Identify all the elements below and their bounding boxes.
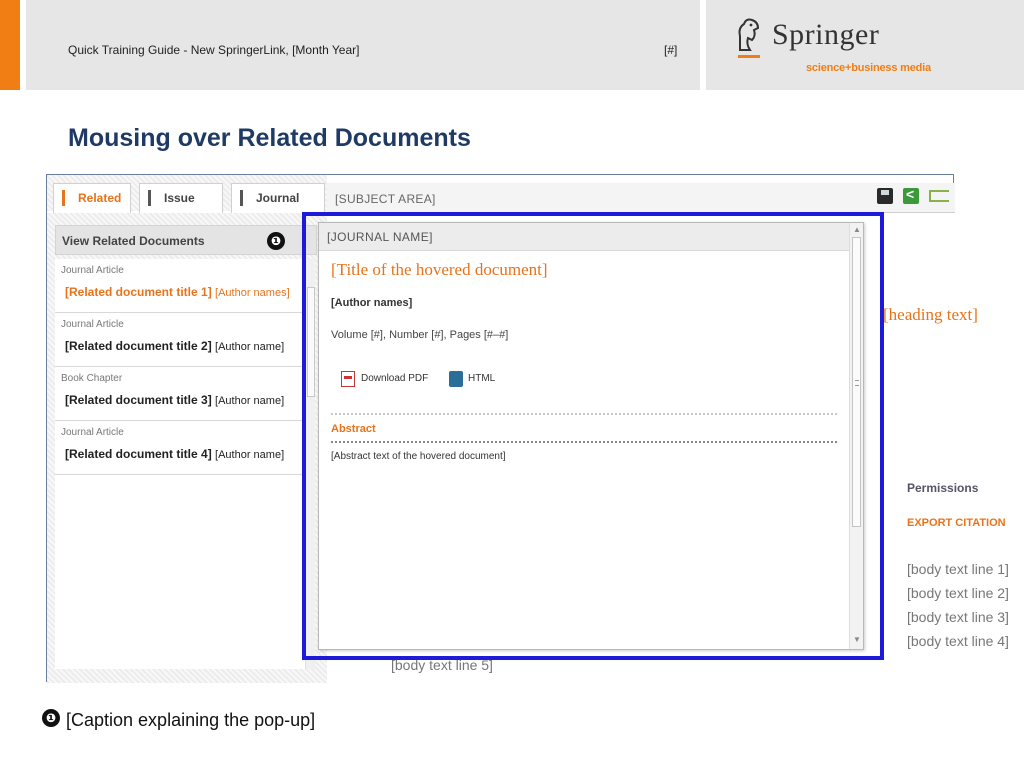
scroll-down-arrow-icon[interactable]: ▼	[853, 635, 861, 644]
related-item-text	[61, 390, 301, 412]
abstract-text: [Abstract text of the hovered document]	[331, 451, 506, 462]
related-documents-panel	[47, 213, 327, 683]
related-list	[55, 259, 305, 669]
related-item-title[interactable]: [Related document title 3]	[65, 393, 212, 407]
popup-journal: [JOURNAL NAME]	[319, 223, 849, 251]
related-item[interactable]	[55, 421, 305, 475]
related-item-title[interactable]: [Related document title 2]	[65, 339, 212, 353]
slide-title: Mousing over Related Documents	[68, 124, 471, 152]
tab-journal[interactable]: Journal	[231, 183, 325, 213]
more-icon[interactable]	[929, 190, 949, 202]
related-item-authors: [Author name]	[215, 341, 285, 353]
header-text: Quick Training Guide - New SpringerLink, [Month Year]	[68, 43, 360, 57]
share-icon[interactable]	[903, 188, 919, 204]
bg-body-line: [body text line 4]	[907, 633, 1009, 649]
related-item-type: Book Chapter	[61, 373, 123, 384]
save-icon[interactable]	[877, 188, 893, 204]
related-item-type: Journal Article	[61, 265, 124, 276]
related-heading: View Related Documents	[55, 225, 317, 255]
related-item[interactable]	[55, 313, 305, 367]
related-item-title[interactable]: [Related document title 1]	[65, 285, 212, 299]
accent-bar	[0, 0, 20, 90]
related-item[interactable]	[55, 259, 305, 313]
related-item-authors: [Author name]	[215, 395, 285, 407]
springer-logo-tagline: science+business media	[806, 62, 931, 74]
callout-marker: ❶	[267, 232, 285, 250]
tab-issue[interactable]: Issue	[139, 183, 223, 213]
bg-body-line: [body text line 3]	[907, 609, 1009, 625]
tab-strip	[47, 175, 327, 211]
scroll-up-arrow-icon[interactable]: ▲	[853, 225, 861, 234]
popup-authors: [Author names]	[331, 297, 413, 309]
related-item-type: Journal Article	[61, 319, 124, 330]
export-citation-link[interactable]: EXPORT CITATION	[907, 517, 1006, 529]
logo-underline	[738, 55, 760, 58]
bg-body-line: [body text line 2]	[907, 585, 1009, 601]
bg-heading-fragment: [heading text]	[883, 305, 978, 324]
related-item-text	[61, 336, 301, 358]
related-item-text	[61, 282, 301, 304]
popup-volume: Volume [#], Number [#], Pages [#–#]	[331, 329, 509, 341]
page-number: [#]	[664, 43, 678, 57]
related-item-type: Journal Article	[61, 427, 124, 438]
related-item[interactable]	[55, 367, 305, 421]
springer-logo-word: Springer	[772, 18, 880, 51]
popup-highlight-frame	[302, 212, 884, 660]
abstract-heading: Abstract	[331, 423, 837, 443]
callout-text: [Caption explaining the pop-up]	[66, 710, 316, 730]
html-link[interactable]: HTML	[468, 373, 496, 384]
tab-related[interactable]: Related	[53, 183, 131, 213]
related-item-text	[61, 444, 301, 466]
related-item-title[interactable]: [Related document title 4]	[65, 447, 212, 461]
callout-footnote	[42, 706, 922, 734]
bg-body-line: [body text line 5]	[391, 657, 493, 673]
subject-label: [SUBJECT AREA]	[335, 192, 436, 206]
springer-horse-logo-icon	[734, 16, 764, 56]
popup-title[interactable]: [Title of the hovered document]	[331, 260, 548, 279]
download-pdf-link[interactable]: Download PDF	[361, 373, 429, 384]
permissions-link[interactable]: Permissions	[907, 481, 979, 495]
related-item-authors: [Author names]	[215, 287, 290, 299]
callout-marker: ❶	[42, 709, 60, 727]
bg-body-line: [body text line 1]	[907, 561, 1009, 577]
article-topbar	[327, 183, 955, 213]
related-item-authors: [Author name]	[215, 449, 285, 461]
